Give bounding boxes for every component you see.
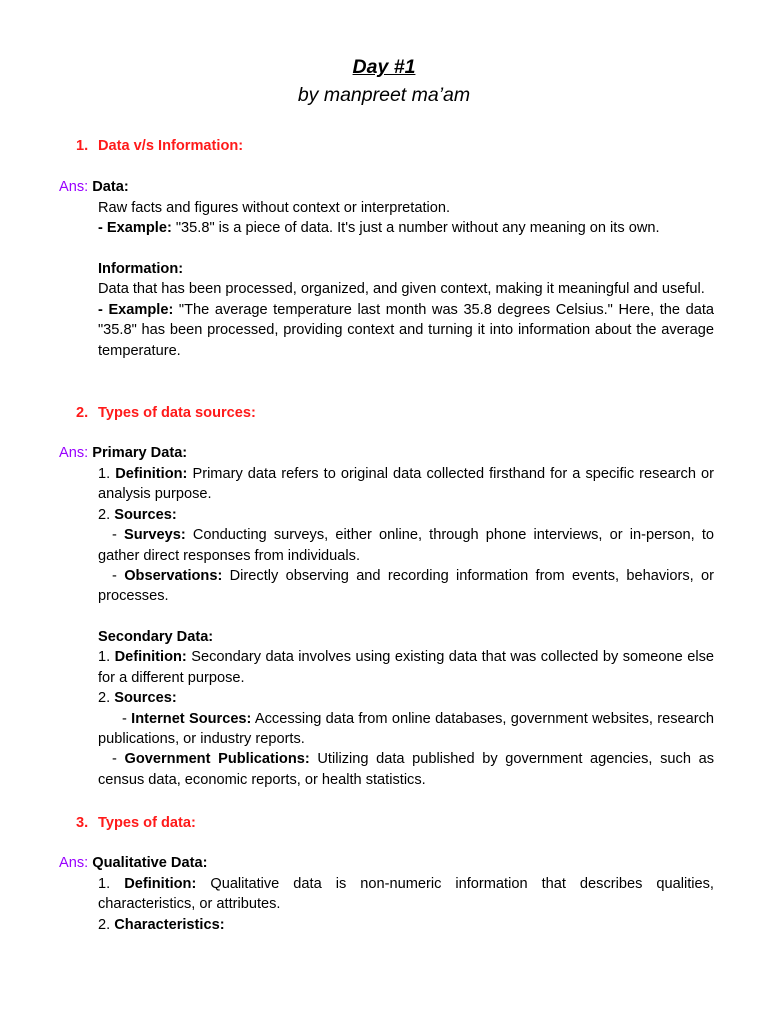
secondary-definition-text: Secondary data involves using existing data that was collected by someone else for a different purpose. xyxy=(98,649,714,686)
definition-label: Definition: xyxy=(115,466,188,482)
list-number: 2. xyxy=(98,506,115,523)
definition-label: Definition: xyxy=(114,649,187,666)
ans-label: Ans: xyxy=(59,855,89,871)
surveys-text: Conducting surveys, either online, through phone interviews, or in-person, to gather direct responses from individuals. xyxy=(98,527,715,564)
secondary-internet xyxy=(98,709,714,750)
secondary-sources xyxy=(98,688,714,708)
section-1-heading xyxy=(76,136,243,156)
section-3-heading xyxy=(76,813,196,833)
section-2-number: 2. xyxy=(76,405,89,421)
example-label: - Example: xyxy=(98,301,174,318)
primary-sources xyxy=(98,505,714,525)
ans-label: Ans: xyxy=(59,445,89,461)
primary-observations xyxy=(98,566,714,607)
government-publications-text: Utilizing data published by government agencies, such as census data, economic reports, or health statistics. xyxy=(98,751,715,788)
information-label: Information: xyxy=(98,261,184,277)
information-example xyxy=(98,300,714,361)
data-definition: Raw facts and figures without context or interpretation. xyxy=(98,200,451,216)
internet-sources-label: Internet Sources: xyxy=(131,710,252,727)
secondary-definition xyxy=(98,647,714,688)
section-3-title: Types of data: xyxy=(98,815,196,831)
primary-data-label: Primary Data: xyxy=(92,445,188,461)
information-example-text: "The average temperature last month was 35.8 degrees Celsius." Here, the data "35.8" has been processed, providing context and turning it into information about the average temperature. xyxy=(98,301,714,359)
internet-sources-text: Accessing data from online databases, government websites, research publications, or industry reports. xyxy=(98,710,714,748)
secondary-data-block xyxy=(98,627,714,790)
surveys-label: Surveys: xyxy=(124,527,186,544)
document-title: Day #1 xyxy=(352,56,416,78)
sources-label: Sources: xyxy=(114,506,177,523)
bullet-dash: - xyxy=(112,568,125,585)
government-publications-label: Government Publications: xyxy=(124,751,310,768)
list-number: 2. xyxy=(98,916,115,933)
bullet-dash: - xyxy=(112,751,125,768)
information-block xyxy=(98,259,714,361)
information-definition: Data that has been processed, organized, and given context, making it meaningful and useful. xyxy=(98,281,705,298)
example-label: - Example: xyxy=(98,220,172,237)
secondary-data-label: Secondary Data: xyxy=(98,629,214,645)
document-subtitle: by manpreet ma’am xyxy=(297,84,471,106)
section-2-title: Types of data sources: xyxy=(98,405,256,421)
primary-definition-text: Primary data refers to original data collected firsthand for a specific research or analysis purpose. xyxy=(98,466,714,503)
data-example-text: "35.8" is a piece of data. It's just a number without any meaning on its own. xyxy=(171,220,660,237)
characteristics-label: Characteristics: xyxy=(114,916,225,933)
qualitative-data-label: Qualitative Data: xyxy=(92,855,208,871)
ans-label: Ans: xyxy=(59,179,89,195)
list-number: 1. xyxy=(98,649,115,666)
section-3-number: 3. xyxy=(76,815,89,831)
observations-label: Observations: xyxy=(124,568,223,585)
sources-label: Sources: xyxy=(114,690,177,707)
section-2-answer-line xyxy=(59,443,187,463)
qualitative-data-block xyxy=(98,874,714,935)
primary-definition xyxy=(98,464,714,505)
qualitative-characteristics xyxy=(98,915,714,935)
primary-surveys xyxy=(98,525,714,566)
bullet-dash: - xyxy=(122,710,132,727)
qualitative-definition-text: Qualitative data is non-numeric information that describes qualities, characteristics, or attributes. xyxy=(98,876,714,913)
definition-label: Definition: xyxy=(124,876,197,892)
section-2-heading xyxy=(76,403,256,423)
section-3-answer-line xyxy=(59,853,207,873)
list-number: 1. xyxy=(98,466,116,482)
data-definition-block xyxy=(98,198,714,239)
section-1-title: Data v/s Information: xyxy=(98,138,244,154)
data-example xyxy=(98,218,714,238)
list-number: 1. xyxy=(98,876,125,892)
bullet-dash: - xyxy=(112,527,125,544)
section-1-answer-line xyxy=(59,177,129,197)
observations-text: Directly observing and recording information from events, behaviors, or processes. xyxy=(98,568,714,605)
data-label: Data: xyxy=(92,179,129,195)
list-number: 2. xyxy=(98,690,115,707)
section-1-number: 1. xyxy=(76,138,89,154)
secondary-government xyxy=(98,749,714,790)
primary-data-block xyxy=(98,464,714,607)
qualitative-definition xyxy=(98,874,714,915)
